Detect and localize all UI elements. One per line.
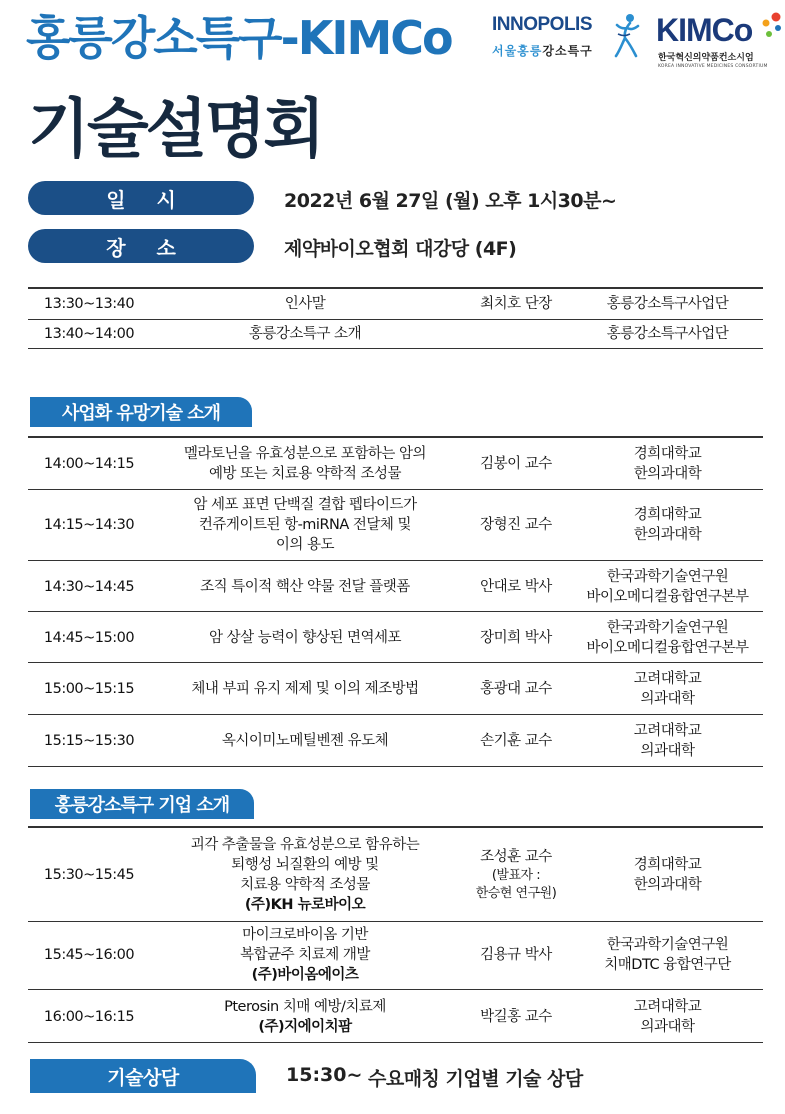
row-time: 13:40~14:00 <box>43 325 135 342</box>
row-org: 한국과학기술연구원 바이오메디컬융합연구본부 <box>586 619 749 656</box>
row-title: 암 세포 표면 단백질 결합 펩타이드가 컨쥬게이트된 항-miRNA 전달체 및 이의 용도 <box>193 496 417 553</box>
row-speaker: 조성훈 교수 (발표자 : 한승현 연구원) <box>475 848 557 901</box>
row-speaker: 최치호 단장 <box>480 296 552 312</box>
innopolis-logo-word: INNOPOLIS <box>492 14 593 35</box>
table-row <box>28 489 763 561</box>
header-title: 홍릉강소특구-KIMCo <box>26 11 452 65</box>
datetime-value: 2022년 6월 27일 (월) 오후 1시30분~ <box>284 190 617 212</box>
row-org: 경희대학교 한의과대학 <box>633 506 702 543</box>
company-name: (주)바이옴에이츠 <box>251 967 359 983</box>
row-title: 인사말 <box>284 296 326 312</box>
row-time: 15:45~16:00 <box>43 947 135 963</box>
consult-label: 기술상담 <box>30 1059 256 1093</box>
row-title: 괴각 추출물을 유효성분으로 함유하는 퇴행성 뇌질환의 예방 및 치료용 약학적 조성물 (주)KH 뉴로바이오 <box>190 836 420 913</box>
row-time: 14:00~14:15 <box>43 455 135 472</box>
row-title: Pterosin 치매 예방/치료제 (주)지에이치팜 <box>224 998 386 1035</box>
consult-time: 15:30~ <box>286 1064 363 1086</box>
row-title: 체내 부피 유지 제제 및 이의 제조방법 <box>191 681 419 697</box>
kimco-logo <box>650 8 784 72</box>
row-org: 고려대학교 의과대학 <box>633 671 702 707</box>
innopolis-logo <box>492 14 612 66</box>
row-org: 고려대학교 의과대학 <box>633 723 702 759</box>
row-org: 경희대학교 한의과대학 <box>633 445 702 482</box>
row-title: 암 상살 능력이 향상된 면역세포 <box>208 629 402 646</box>
row-org: 경희대학교 한의과대학 <box>633 856 702 893</box>
section-label-promising-tech: 사업화 유망기술 소개 <box>30 397 252 427</box>
kimco-logo-english: KOREA INNOVATIVE MEDICINES CONSORTIUM <box>658 64 768 69</box>
company-name: (주)KH 뉴로바이오 <box>244 896 366 913</box>
table-row <box>28 436 763 490</box>
kimco-dots-icon <box>758 12 784 42</box>
row-speaker: 장형진 교수 <box>480 516 552 533</box>
section-label-company-intro: 홍릉강소특구 기업 소개 <box>30 789 254 819</box>
innopolis-logo-sub: 서울홍릉강소특구 <box>492 44 593 58</box>
running-figure-icon <box>612 12 642 60</box>
row-speaker: 김용규 박사 <box>480 947 552 963</box>
row-org: 한국과학기술연구원 치매DTC 융합연구단 <box>604 937 731 973</box>
datetime-label: 일 시 <box>28 181 254 215</box>
table-row <box>28 664 763 715</box>
row-speaker: 장미희 박사 <box>480 629 552 646</box>
row-time: 14:15~14:30 <box>43 516 135 533</box>
table-row <box>28 991 763 1043</box>
row-title: 홍릉강소특구 소개 <box>248 325 362 342</box>
row-time: 14:45~15:00 <box>43 629 135 646</box>
row-title: 조직 특이적 핵산 약물 전달 플랫폼 <box>200 578 410 595</box>
row-speaker: 홍광대 교수 <box>480 681 552 697</box>
consult-text: 수요매칭 기업별 기술 상담 <box>368 1068 583 1090</box>
row-speaker: 손기훈 교수 <box>480 733 552 749</box>
row-org: 한국과학기술연구원 바이오메디컬융합연구본부 <box>586 568 749 605</box>
company-name: (주)지에이치팜 <box>258 1018 352 1035</box>
table-row <box>28 921 763 990</box>
place-value: 제약바이오협회 대강당 (4F) <box>284 238 517 260</box>
kimco-logo-word: KIMCo <box>656 12 753 48</box>
row-org: 홍릉강소특구사업단 <box>606 325 729 342</box>
table-row <box>28 613 763 663</box>
row-time: 15:15~15:30 <box>43 733 135 749</box>
row-org: 고려대학교 의과대학 <box>633 998 702 1035</box>
table-row <box>28 716 763 767</box>
row-time: 15:00~15:15 <box>43 681 135 697</box>
row-speaker <box>460 319 572 348</box>
row-title: 마이크로바이옴 기반 복합균주 치료제 개발 (주)바이옴에이츠 <box>240 927 370 983</box>
row-speaker: 박길홍 교수 <box>480 1008 552 1025</box>
table-row <box>28 319 763 349</box>
place-label: 장 소 <box>28 229 254 263</box>
row-title: 멜라토닌을 유효성분으로 포함하는 암의 예방 또는 치료용 약학적 조성물 <box>184 445 426 482</box>
main-title: 기술설명회 <box>28 93 323 167</box>
row-time: 16:00~16:15 <box>43 1008 135 1025</box>
kimco-logo-korean: 한국혁신의약품컨소시엄 <box>658 53 754 63</box>
row-speaker: 김봉이 교수 <box>480 455 552 472</box>
row-title: 옥시이미노메틸벤젠 유도체 <box>221 733 389 749</box>
table-row <box>28 562 763 612</box>
row-org: 홍릉강소특구사업단 <box>606 296 729 312</box>
table-row <box>28 287 763 320</box>
row-time: 15:30~15:45 <box>43 866 135 883</box>
row-time: 13:30~13:40 <box>43 296 135 312</box>
row-time: 14:30~14:45 <box>43 578 135 595</box>
table-row <box>28 826 763 922</box>
row-speaker: 안대로 박사 <box>480 578 552 595</box>
